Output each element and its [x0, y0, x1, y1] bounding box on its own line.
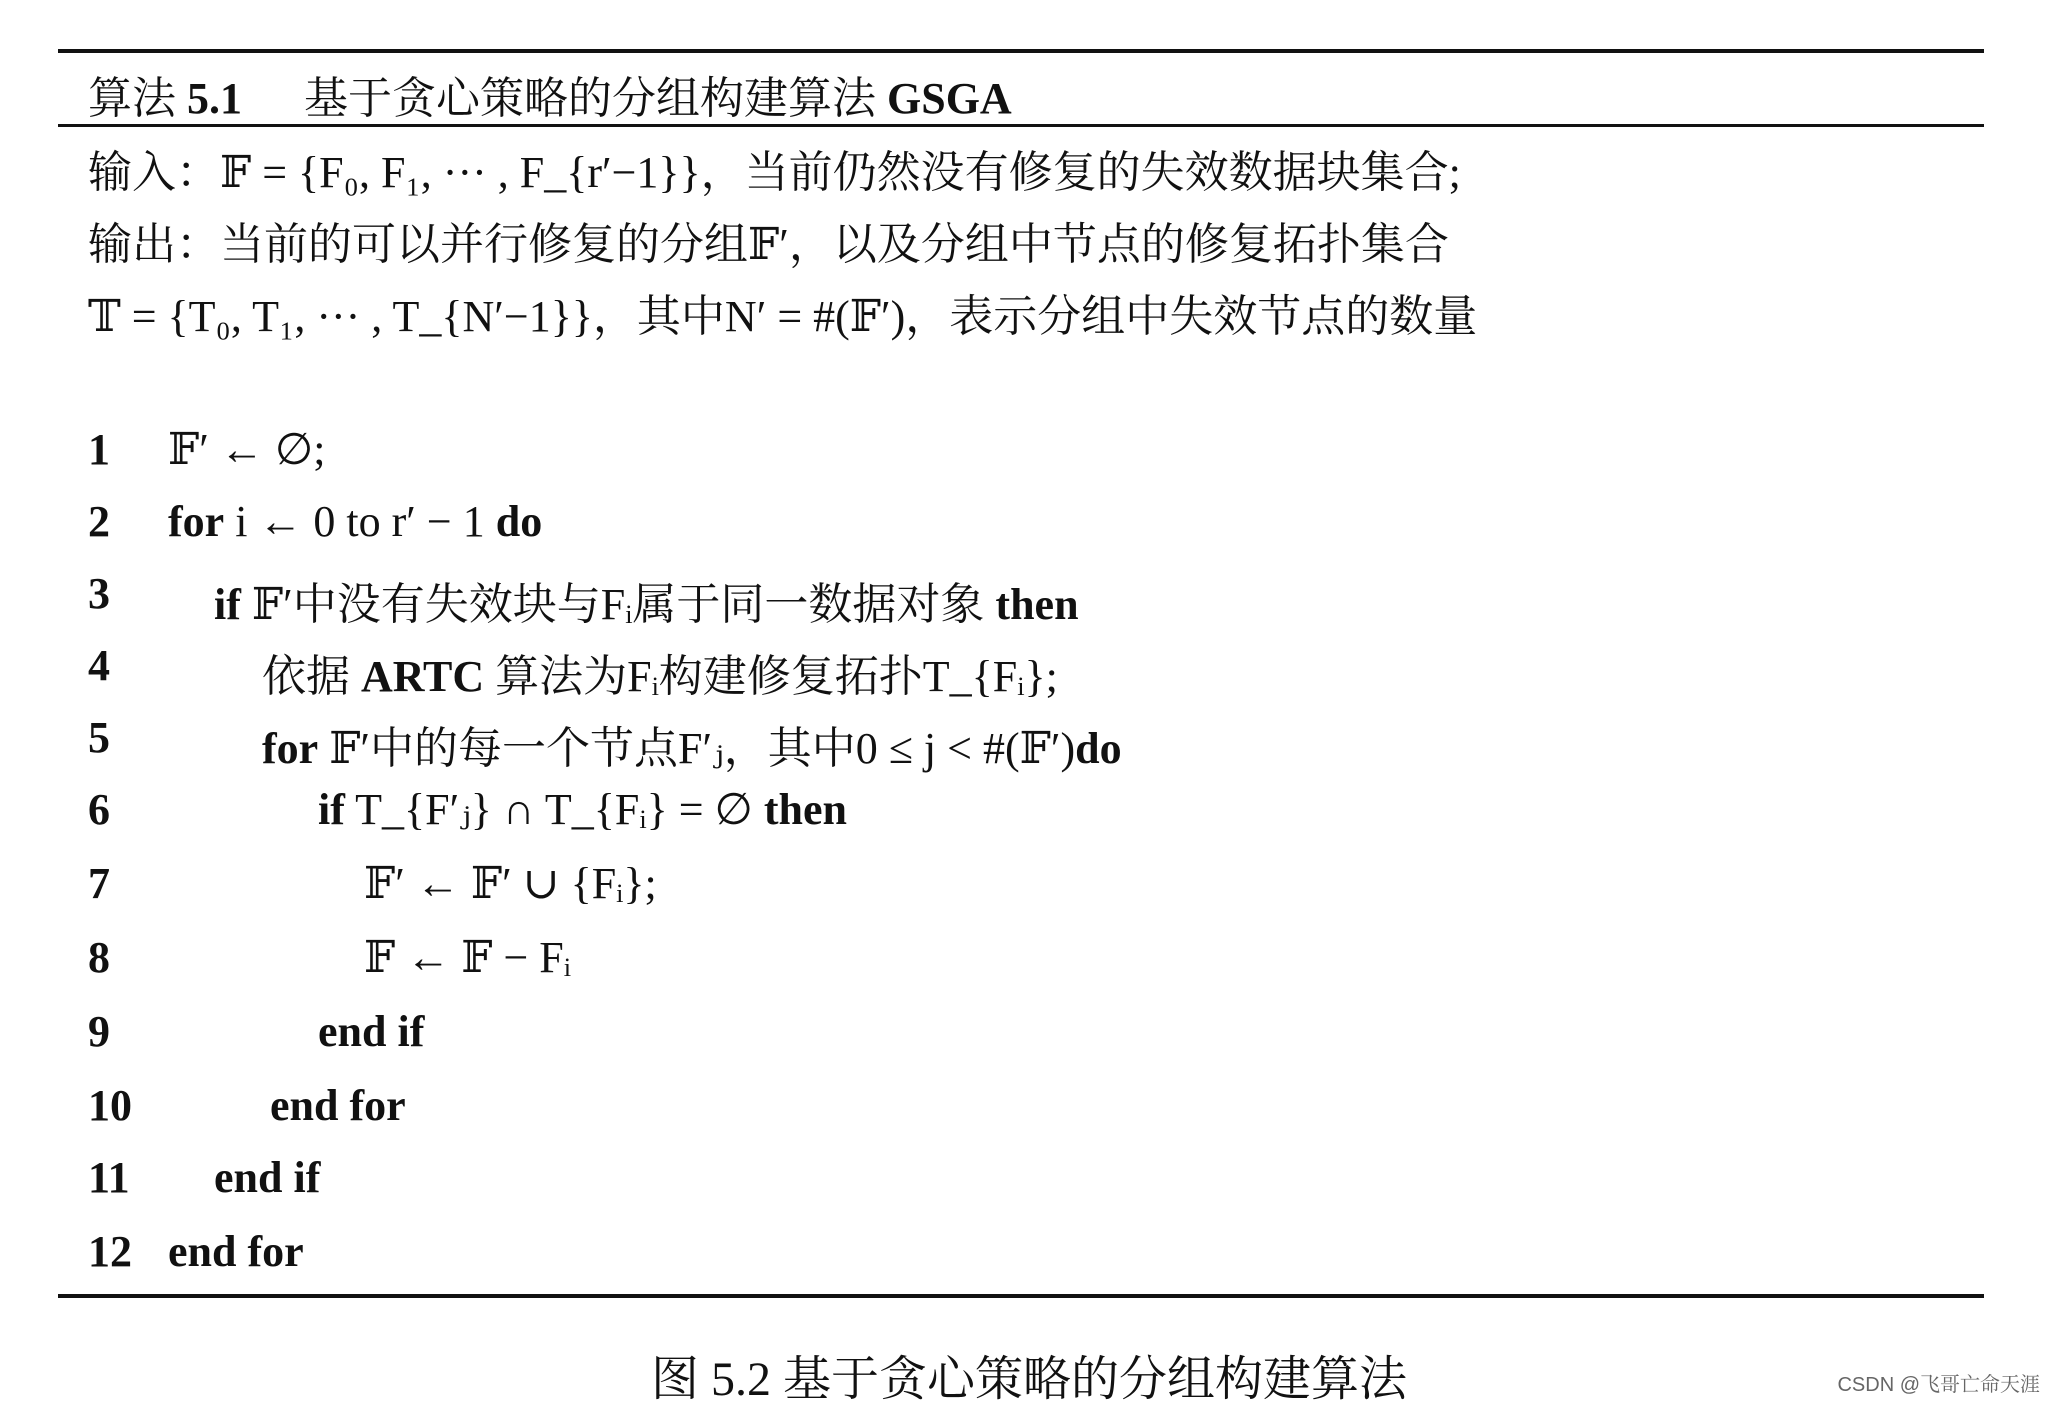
line-code: 𝔽′ ← 𝔽′ ∪ {Fᵢ};: [364, 859, 657, 908]
algorithm-code: GSGA: [887, 74, 1012, 123]
keyword: for: [262, 724, 319, 773]
line-number: 2: [88, 497, 110, 546]
input-line: 输入：𝔽 = {F₀, F₁, ··· , F_{r′−1}}，当前仍然没有修复的失效数据块集合;: [88, 148, 1461, 197]
algorithm-label: 算法: [88, 74, 176, 123]
line-code: 𝔽′ ← ∅;: [168, 425, 326, 474]
keyword: do: [495, 497, 543, 546]
keyword: end for: [168, 1227, 304, 1276]
keyword: do: [1075, 724, 1122, 773]
line-number: 3: [88, 569, 110, 618]
line-code: i ← 0 to r′ − 1: [224, 497, 496, 546]
line-number: 12: [88, 1227, 132, 1276]
top-rule: [58, 49, 1984, 53]
bottom-rule: [58, 1294, 1984, 1298]
line-number: 9: [88, 1007, 110, 1056]
figure-caption: 图 5.2 基于贪心策略的分组构建算法: [650, 1353, 1407, 1406]
title-rule: [58, 124, 1984, 127]
output-line-2: 𝕋 = {T₀, T₁, ··· , T_{N′−1}}，其中N′ = #(𝔽′)，表示分组中失效节点的数量: [88, 292, 1478, 341]
watermark: CSDN @飞哥亡命天涯: [1837, 1374, 2040, 1396]
line-number: 1: [88, 425, 110, 474]
line-code: 𝔽 ← 𝔽 − Fᵢ: [364, 933, 571, 982]
algorithm-name: 基于贪心策略的分组构建算法: [304, 74, 876, 123]
keyword: end if: [214, 1153, 321, 1202]
line-code: 算法为Fᵢ构建修复拓扑T_{Fᵢ};: [484, 652, 1058, 701]
algorithm-title: [88, 62, 1012, 126]
keyword: then: [995, 580, 1079, 629]
line-code: 𝔽′中没有失效块与Fᵢ属于同一数据对象: [240, 580, 996, 629]
line-code: 𝔽′中的每一个节点F′ⱼ，其中0 ≤ j < #(𝔽′): [318, 724, 1076, 773]
keyword: if: [318, 785, 345, 834]
keyword: then: [763, 785, 847, 834]
keyword: end if: [318, 1007, 425, 1056]
line-number: 4: [88, 641, 110, 690]
line-number: 11: [88, 1153, 130, 1202]
keyword: for: [168, 497, 225, 546]
line-code: T_{F′ⱼ} ∩ T_{Fᵢ} = ∅: [344, 785, 764, 834]
algorithm-number: 5.1: [187, 74, 242, 123]
output-line-1: 输出：当前的可以并行修复的分组𝔽′，以及分组中节点的修复拓扑集合: [88, 220, 1449, 269]
line-number: 5: [88, 713, 110, 762]
keyword: if: [214, 580, 241, 629]
line-number: 8: [88, 933, 110, 982]
line-number: 6: [88, 785, 110, 834]
keyword: end for: [270, 1081, 406, 1130]
line-number: 10: [88, 1081, 132, 1130]
line-code-prefix: 依据: [262, 652, 361, 701]
line-number: 7: [88, 859, 110, 908]
keyword: ARTC: [361, 652, 485, 701]
